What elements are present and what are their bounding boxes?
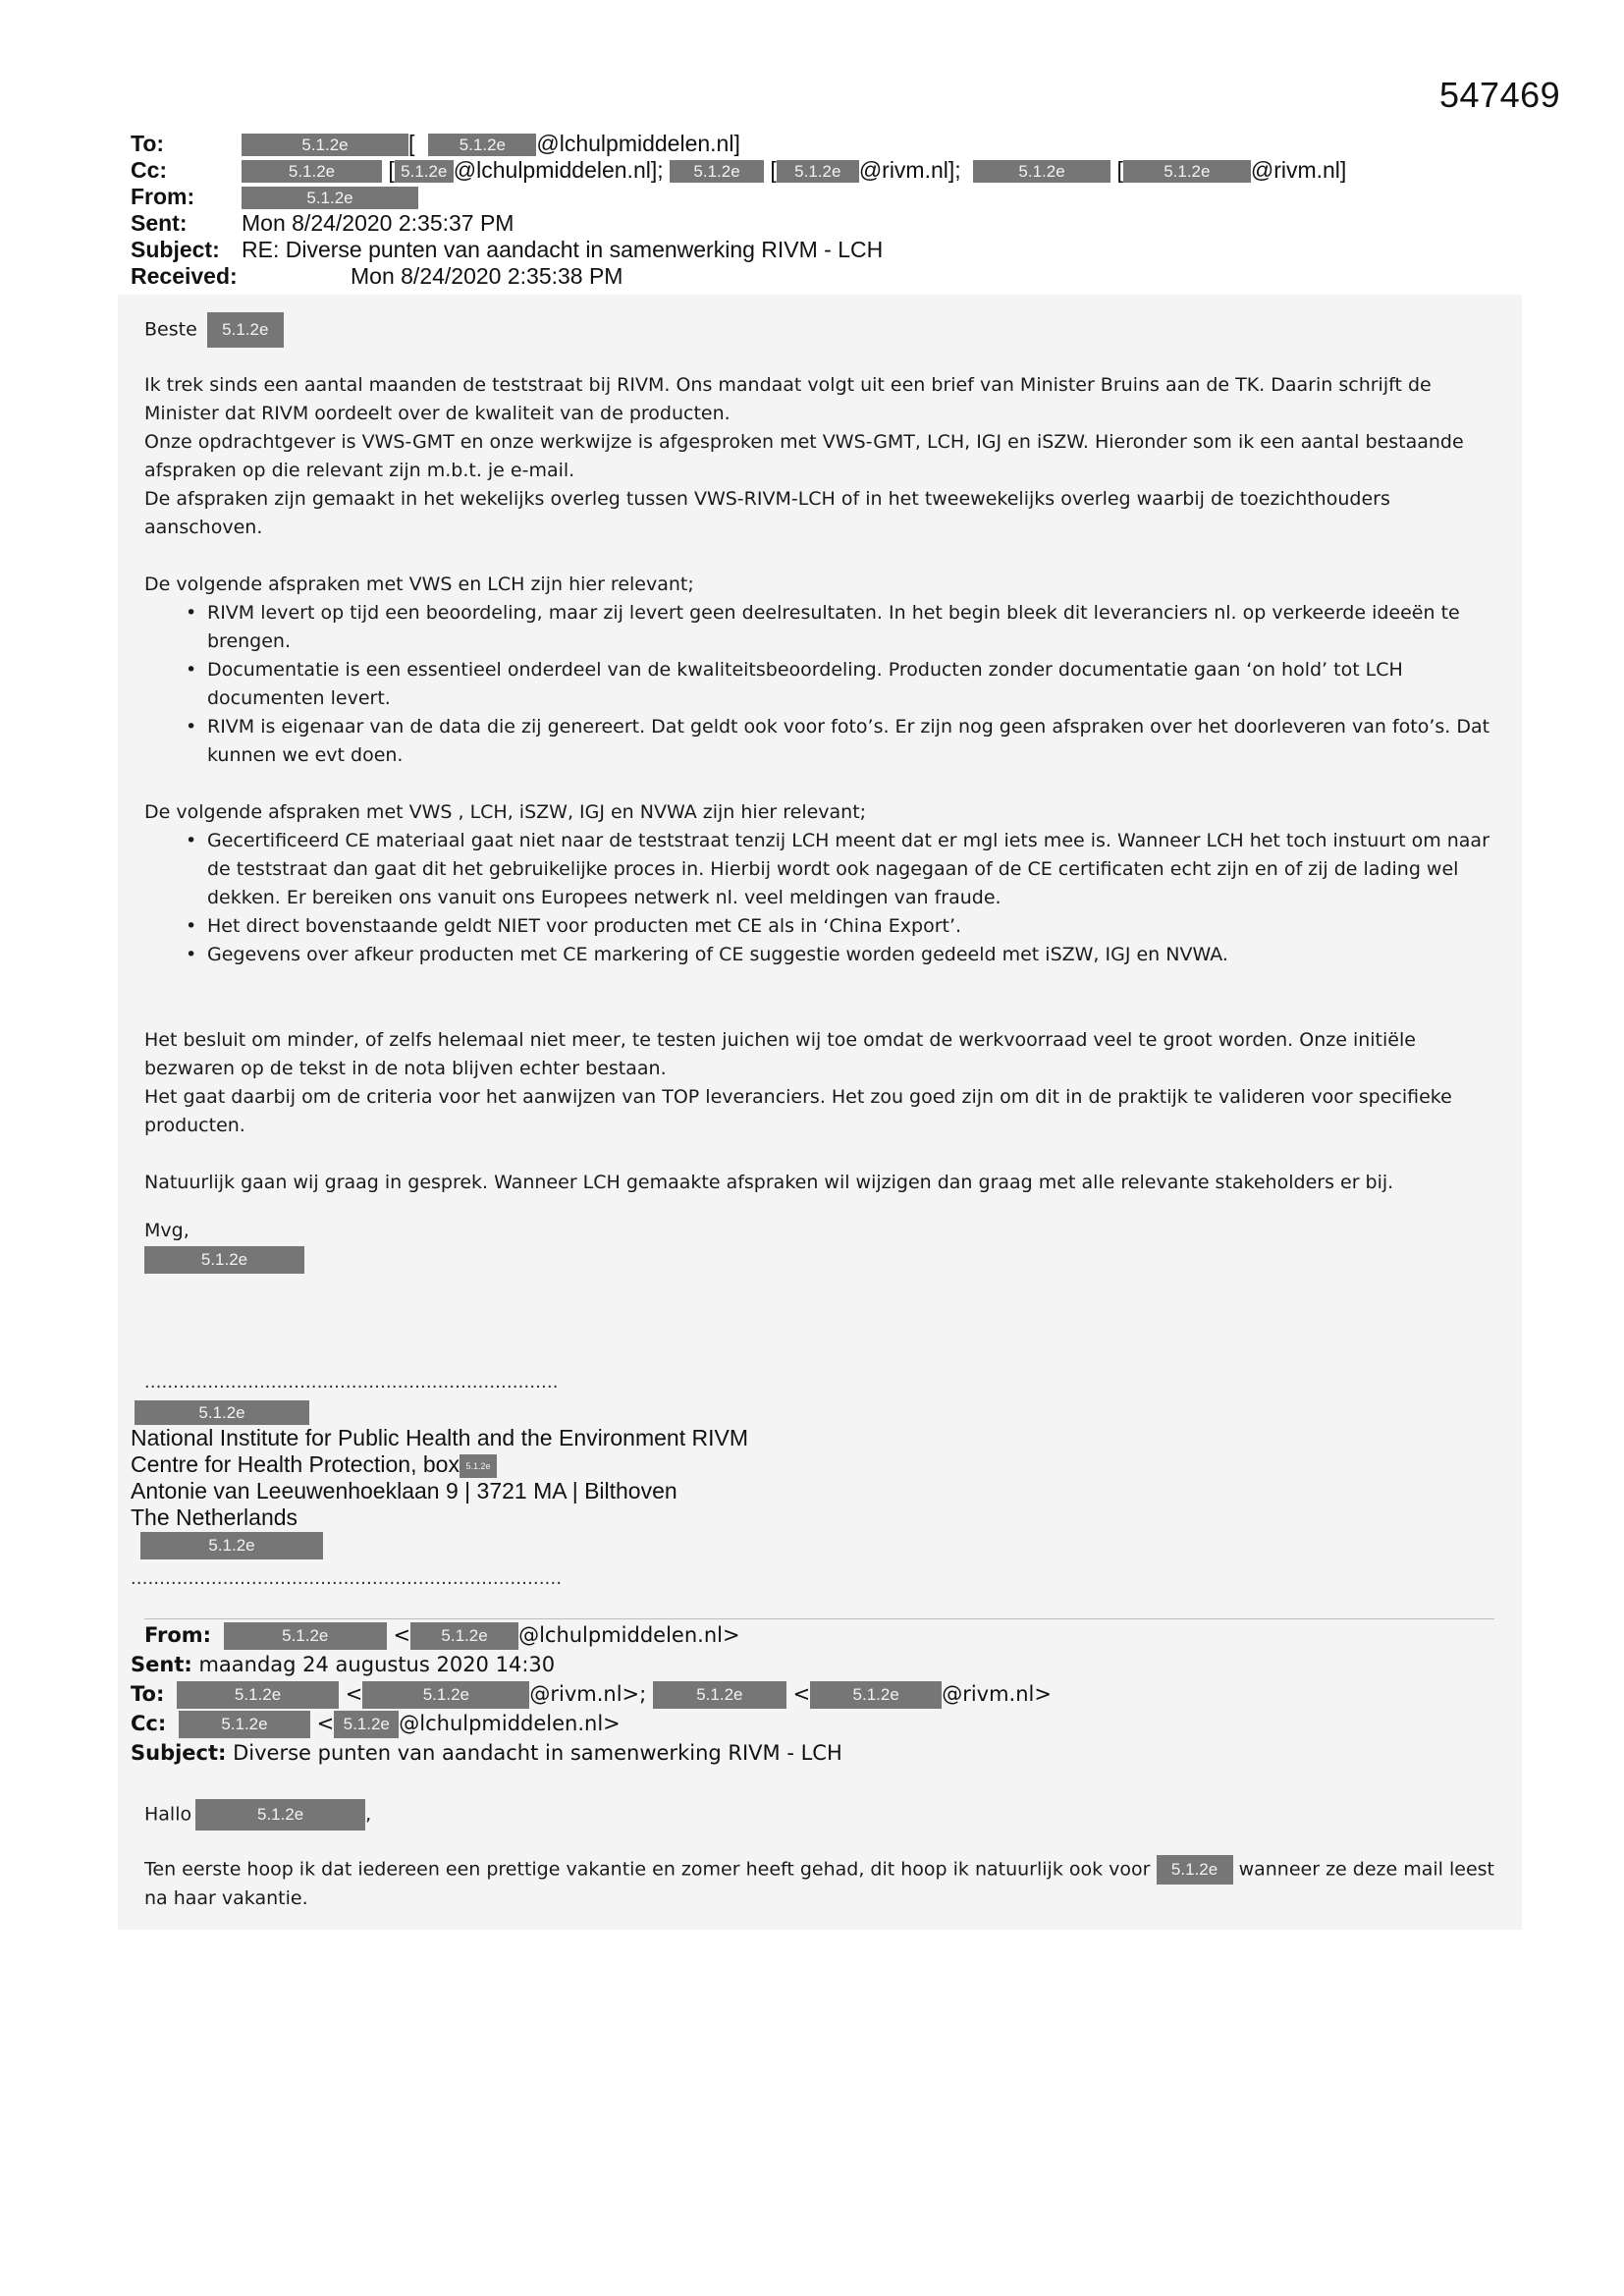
separator-line [144,1618,1494,1619]
redaction-box: 5.1.2e [242,187,418,209]
list-item: • Het direct bovenstaande geldt NIET voor producten met CE als in ‘China Export’. [207,912,1494,941]
original-body [144,1855,1494,1913]
cc-domain-1: @lchulpmiddelen.nl]; [453,157,664,183]
list-item: • Gegevens over afkeur producten met CE markering of CE suggestie worden gedeeld met iSZW, IGJ en NVWA. [207,941,1494,969]
paragraph: Ik trek sinds een aantal maanden de teststraat bij RIVM. Ons mandaat volgt uit een brief van Minister Bruins aan de TK. Daarin schrijft de Minister dat RIVM oordeelt over de kwaliteit van de producten. [144,374,1432,424]
redaction-box: 5.1.2e [395,160,454,183]
reply-body [144,371,1494,1274]
redaction-box: 5.1.2e [460,1454,497,1478]
signature-block [131,1398,748,1559]
redaction-box: 5.1.2e [428,134,536,156]
signature-centre: Centre for Health Protection, box [131,1451,460,1478]
signature-country: The Netherlands [131,1504,298,1531]
original-cc-domain: @lchulpmiddelen.nl> [399,1712,621,1735]
redaction-box: 5.1.2e [144,1246,304,1274]
signature-dots-bottom: ........................................................................... [131,1567,563,1589]
list-item: • RIVM levert op tijd een beoordeling, maar zij levert geen deelresultaten. In het begin bleek dit leveranciers nl. op verkeerde ideeën te brengen. [207,599,1494,656]
redaction-box: 5.1.2e [653,1681,786,1709]
to-label: To: [131,131,165,156]
redaction-box: 5.1.2e [362,1681,529,1709]
paragraph [144,1855,1494,1913]
bullet-list [144,827,1494,969]
received-label: Received: [131,263,238,289]
list-intro: De volgende afspraken met VWS en LCH zijn hier relevant; [144,574,694,595]
original-subject-value: Diverse punten van aandacht in samenwerking RIVM - LCH [233,1741,842,1765]
redaction-box: 5.1.2e [334,1711,399,1738]
paragraph: De afspraken zijn gemaakt in het wekelijks overleg tussen VWS-RIVM-LCH of in het tweewekelijks overleg waarbij de toezichthouders aanschoven. [144,488,1390,538]
paragraph: Het gaat daarbij om de criteria voor het aanwijzen van TOP leveranciers. Het zou goed zijn om dit in de praktijk te valideren voor specifieke producten. [144,1086,1452,1136]
redaction-box: 5.1.2e [140,1532,323,1559]
redaction-box: 5.1.2e [242,134,408,156]
subject-label: Subject: [131,237,220,262]
paragraph-part: wanneer ze deze mail leest na haar vakantie. [144,1858,1494,1909]
cc-domain-3: @rivm.nl] [1250,157,1347,183]
original-cc-row [131,1710,621,1738]
signature-address: Antonie van Leeuwenhoeklaan 9 | 3721 MA | Bilthoven [131,1478,677,1504]
redaction-box: 5.1.2e [177,1681,339,1709]
greeting-text: Hallo [144,1803,192,1826]
subject-value: RE: Diverse punten van aandacht in samenwerking RIVM - LCH [242,237,884,262]
list-item: • Documentatie is een essentieel onderdeel van de kwaliteitsbeoordeling. Producten zonder documentatie gaan ‘on hold’ tot LCH documenten levert. [207,656,1494,713]
original-from-row [144,1621,740,1650]
redaction-box: 5.1.2e [179,1711,310,1738]
paragraph: Onze opdrachtgever is VWS-GMT en onze werkwijze is afgesproken met VWS-GMT, LCH, IGJ en iSZW. Hieronder som ik een aantal bestaande afspraken op die relevant zijn m.b.t. je e-mail. [144,431,1464,481]
redaction-box: 5.1.2e [135,1400,309,1425]
original-to-label: To: [131,1682,165,1706]
redaction-box: 5.1.2e [670,160,764,183]
document-number: 547469 [1439,75,1561,115]
redaction-box: 5.1.2e [207,312,284,348]
original-to-domain: @rivm.nl> [942,1682,1052,1706]
original-cc-label: Cc: [131,1712,167,1735]
from-label: From: [131,184,195,209]
redaction-box: 5.1.2e [242,160,382,183]
list-intro: De volgende afspraken met VWS , LCH, iSZW, IGJ en NVWA zijn hier relevant; [144,801,867,823]
list-item: • RIVM is eigenaar van de data die zij genereert. Dat geldt ook voor foto’s. Er zijn nog geen afspraken over het doorleveren van foto’s. Dat kunnen we evt doen. [207,713,1494,770]
original-greeting [144,1799,1494,1831]
closing: Mvg, [144,1220,189,1241]
original-from-label: From: [144,1623,212,1647]
original-subject-row [131,1739,842,1767]
bracket: [ [770,157,777,183]
redaction-box: 5.1.2e [810,1681,942,1709]
sent-label: Sent: [131,210,188,236]
redaction-box: 5.1.2e [973,160,1110,183]
bracket: [ [408,131,415,156]
sent-value: Mon 8/24/2020 2:35:37 PM [242,210,514,236]
original-subject-label: Subject: [131,1741,227,1765]
cc-label: Cc: [131,157,168,183]
original-sent-row [131,1651,555,1678]
bracket: [ [388,157,395,183]
signature-dots-top: ........................................................................ [144,1371,559,1393]
greeting-comma: , [365,1803,372,1826]
received-value: Mon 8/24/2020 2:35:38 PM [351,263,623,289]
paragraph: Natuurlijk gaan wij graag in gesprek. Wanneer LCH gemaakte afspraken wil wijzigen dan graag met alle relevante stakeholders er bij. [144,1172,1394,1193]
redaction-box: 5.1.2e [1123,160,1251,183]
cc-domain-2: @rivm.nl]; [858,157,961,183]
angle-bracket: < [393,1623,411,1647]
list-item: • Gecertificeerd CE materiaal gaat niet naar de teststraat tenzij LCH meent dat er mgl iets mee is. Wanneer LCH het toch instuurt om naar de teststraat dan gaat dit het gebruikelijke proces in. Hierbij wordt ook nagegaan of de CE certificaten echt zijn en of zij de lading wel dekken. Er bereiken ons vanuit ons Europees netwerk nl. veel meldingen van fraude. [207,827,1494,912]
signature-org: National Institute for Public Health and the Environment RIVM [131,1425,748,1451]
paragraph-part: Ten eerste hoop ik dat iedereen een prettige vakantie en zomer heeft gehad, dit hoop ik natuurlijk ook voor [144,1858,1151,1881]
bracket: [ [1116,157,1123,183]
angle-bracket: < [792,1682,811,1706]
paragraph: Het besluit om minder, of zelfs helemaal niet meer, te testen juichen wij toe omdat de werkvoorraad veel te groot worden. Onze initiële bezwaren op de tekst in de nota blijven echter bestaan. [144,1029,1416,1079]
redaction-box: 5.1.2e [777,160,859,183]
angle-bracket: < [345,1682,363,1706]
greeting-text: Beste [144,318,197,341]
original-to-row [131,1680,1052,1709]
redaction-box: 5.1.2e [224,1622,387,1650]
original-from-domain: @lchulpmiddelen.nl> [518,1623,740,1647]
redaction-box: 5.1.2e [195,1799,365,1831]
redaction-box: 5.1.2e [1157,1855,1233,1885]
original-sent-value: maandag 24 augustus 2020 14:30 [198,1653,556,1676]
to-domain: @lchulpmiddelen.nl] [536,131,740,156]
original-sent-label: Sent: [131,1653,192,1676]
bullet-list [144,599,1494,770]
redaction-box: 5.1.2e [410,1622,518,1650]
angle-bracket: < [316,1712,335,1735]
original-to-domain: @rivm.nl>; [529,1682,647,1706]
reply-greeting [144,312,1494,348]
